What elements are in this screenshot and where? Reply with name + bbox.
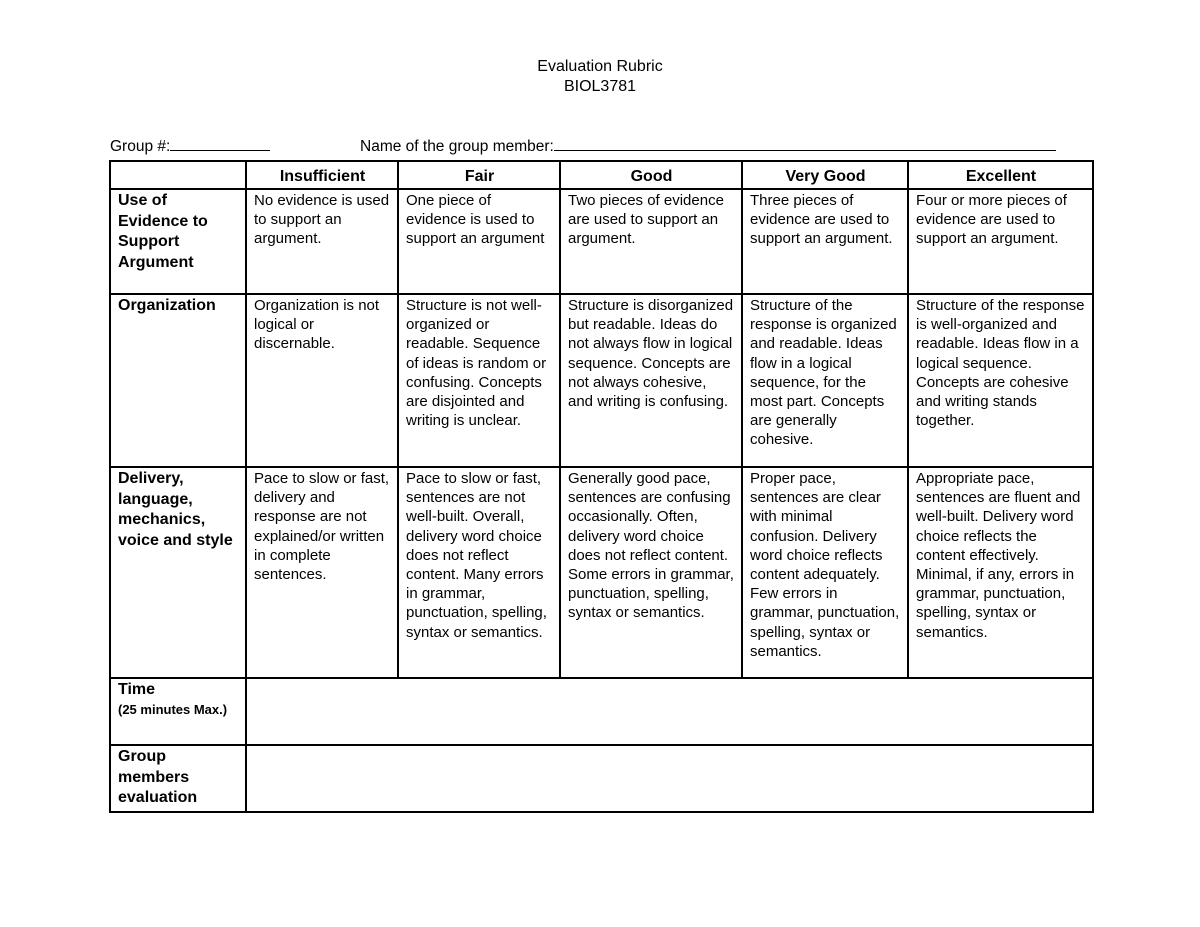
document-title: Evaluation Rubric: [537, 58, 663, 75]
time-entry-cell[interactable]: [246, 678, 1093, 745]
level-header-insufficient: Insufficient: [246, 161, 398, 189]
criterion-time-label: Time: [118, 681, 156, 698]
rubric-cell: Organization is not logical or discernable.: [246, 294, 398, 467]
criteria-header-cell: [110, 161, 246, 189]
rubric-cell: Structure is not well-organized or readable. Sequence of ideas is random or confusing. Concepts are disjointed and writing is unclear.: [398, 294, 560, 467]
rubric-cell: Structure is disorganized but readable. Ideas do not always flow in logical sequence. Concepts are not always cohesive, and writing is confusing.: [560, 294, 742, 467]
criterion-delivery: Delivery, language, mechanics, voice and style: [110, 467, 246, 678]
time-limit-note: (25 minutes Max.): [118, 701, 228, 717]
criterion-time: [110, 678, 246, 745]
rubric-cell: Generally good pace, sentences are confusing occasionally. Often, delivery word choice does not reflect content. Some errors in grammar, punctuation, spelling, syntax or semantics.: [560, 467, 742, 678]
rubric-cell: Pace to slow or fast, delivery and response are not explained/or written in complete sentences.: [246, 467, 398, 678]
rubric-cell: Three pieces of evidence are used to support an argument.: [742, 189, 908, 294]
table-row: [110, 294, 1093, 467]
rubric-cell: No evidence is used to support an argument.: [246, 189, 398, 294]
rubric-cell: One piece of evidence is used to support an argument: [398, 189, 560, 294]
table-row: [110, 467, 1093, 678]
level-header-excellent: Excellent: [908, 161, 1093, 189]
table-row: [110, 678, 1093, 745]
document-header: [0, 57, 1200, 97]
group-evaluation-entry-cell[interactable]: [246, 745, 1093, 812]
table-row: [110, 745, 1093, 812]
group-number-label: Group #:: [110, 138, 171, 155]
rubric-cell: Appropriate pace, sentences are fluent and well-built. Delivery word choice reflects the content effectively. Minimal, if any, errors in grammar, punctuation, spelling, syntax or semantics.: [908, 467, 1093, 678]
rubric-cell: Structure of the response is well-organized and readable. Ideas flow in a logical sequence. Concepts are cohesive and writing stands together.: [908, 294, 1093, 467]
table-row: [110, 189, 1093, 294]
level-header-fair: Fair: [398, 161, 560, 189]
rubric-cell: Pace to slow or fast, sentences are not well-built. Overall, delivery word choice does not reflect content. Many errors in grammar, punctuation, spelling, syntax or semantics.: [398, 467, 560, 678]
group-member-label: Name of the group member:: [360, 138, 554, 155]
criterion-evidence: Use of Evidence to Support Argument: [110, 189, 246, 294]
level-header-good: Good: [560, 161, 742, 189]
rubric-cell: Two pieces of evidence are used to support an argument.: [560, 189, 742, 294]
criterion-group-members: Group members evaluation: [110, 745, 246, 812]
rubric-cell: Structure of the response is organized and readable. Ideas flow in a logical sequence, for the most part. Concepts are generally cohesive.: [742, 294, 908, 467]
course-code: BIOL3781: [563, 78, 637, 95]
group-number-field: [110, 136, 270, 156]
rubric-cell: Four or more pieces of evidence are used to support an argument.: [908, 189, 1093, 294]
level-header-row: [110, 161, 1093, 189]
group-member-blank[interactable]: [554, 136, 1056, 151]
level-header-very-good: Very Good: [742, 161, 908, 189]
group-number-blank[interactable]: [170, 136, 270, 151]
criterion-organization: Organization: [110, 294, 246, 467]
group-member-field: [360, 136, 1056, 156]
rubric-table: [109, 160, 1094, 813]
rubric-cell: Proper pace, sentences are clear with minimal confusion. Delivery word choice reflects content adequately. Few errors in grammar, punctuation, spelling, syntax or semantics.: [742, 467, 908, 678]
